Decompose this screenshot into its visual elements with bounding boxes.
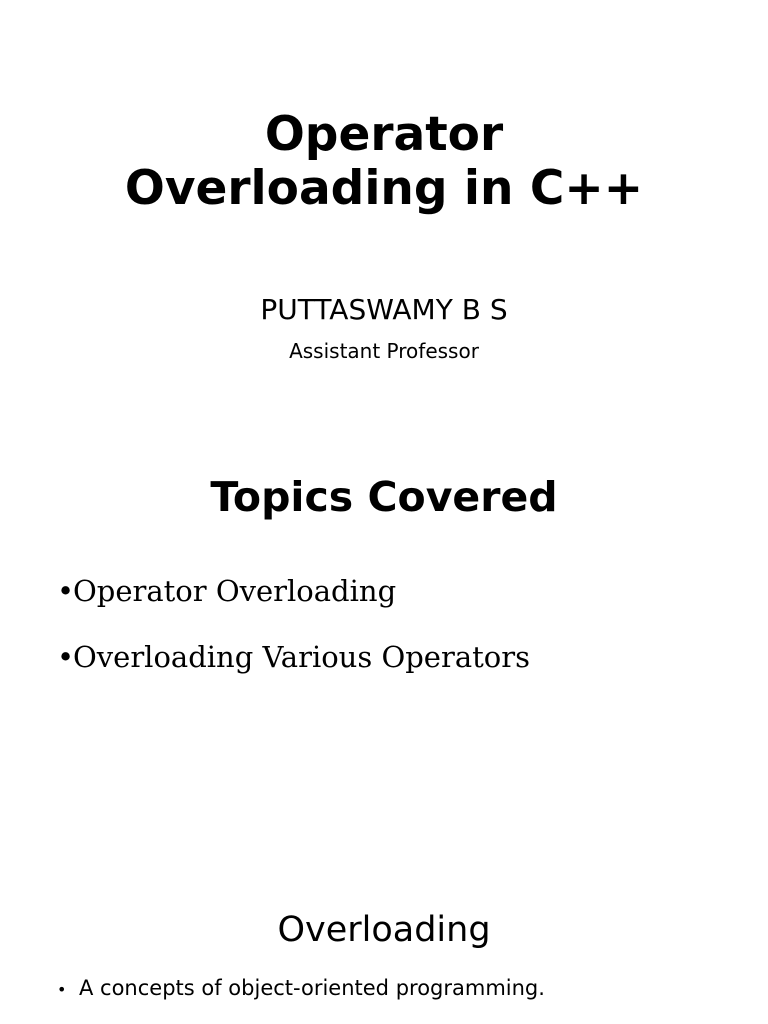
slide-title bbox=[0, 108, 768, 216]
bullet-icon: • bbox=[57, 640, 75, 674]
topic-list bbox=[57, 570, 530, 702]
author-name: PUTTASWAMY B S bbox=[260, 293, 508, 326]
topics-heading: Topics Covered bbox=[210, 473, 558, 521]
list-item bbox=[57, 974, 545, 1004]
overloading-heading: Overloading bbox=[277, 910, 491, 950]
bullet-icon: • bbox=[57, 980, 67, 999]
slide-title-line-2: Overloading in C++ bbox=[124, 161, 644, 216]
overloading-slide bbox=[0, 860, 768, 1024]
list-item bbox=[57, 636, 530, 702]
slide-title-line-1: Operator bbox=[264, 107, 504, 162]
bullet-icon: • bbox=[57, 574, 75, 608]
list-item-text: Overloading Various Operators bbox=[73, 640, 530, 674]
list-item-text: Operator Overloading bbox=[73, 574, 397, 608]
list-item bbox=[57, 570, 530, 636]
title-slide bbox=[0, 0, 768, 420]
overloading-list bbox=[57, 974, 545, 1004]
topics-slide bbox=[0, 420, 768, 860]
list-item-text: A concepts of object-oriented programming. bbox=[79, 976, 545, 1000]
author-role: Assistant Professor bbox=[289, 339, 479, 363]
